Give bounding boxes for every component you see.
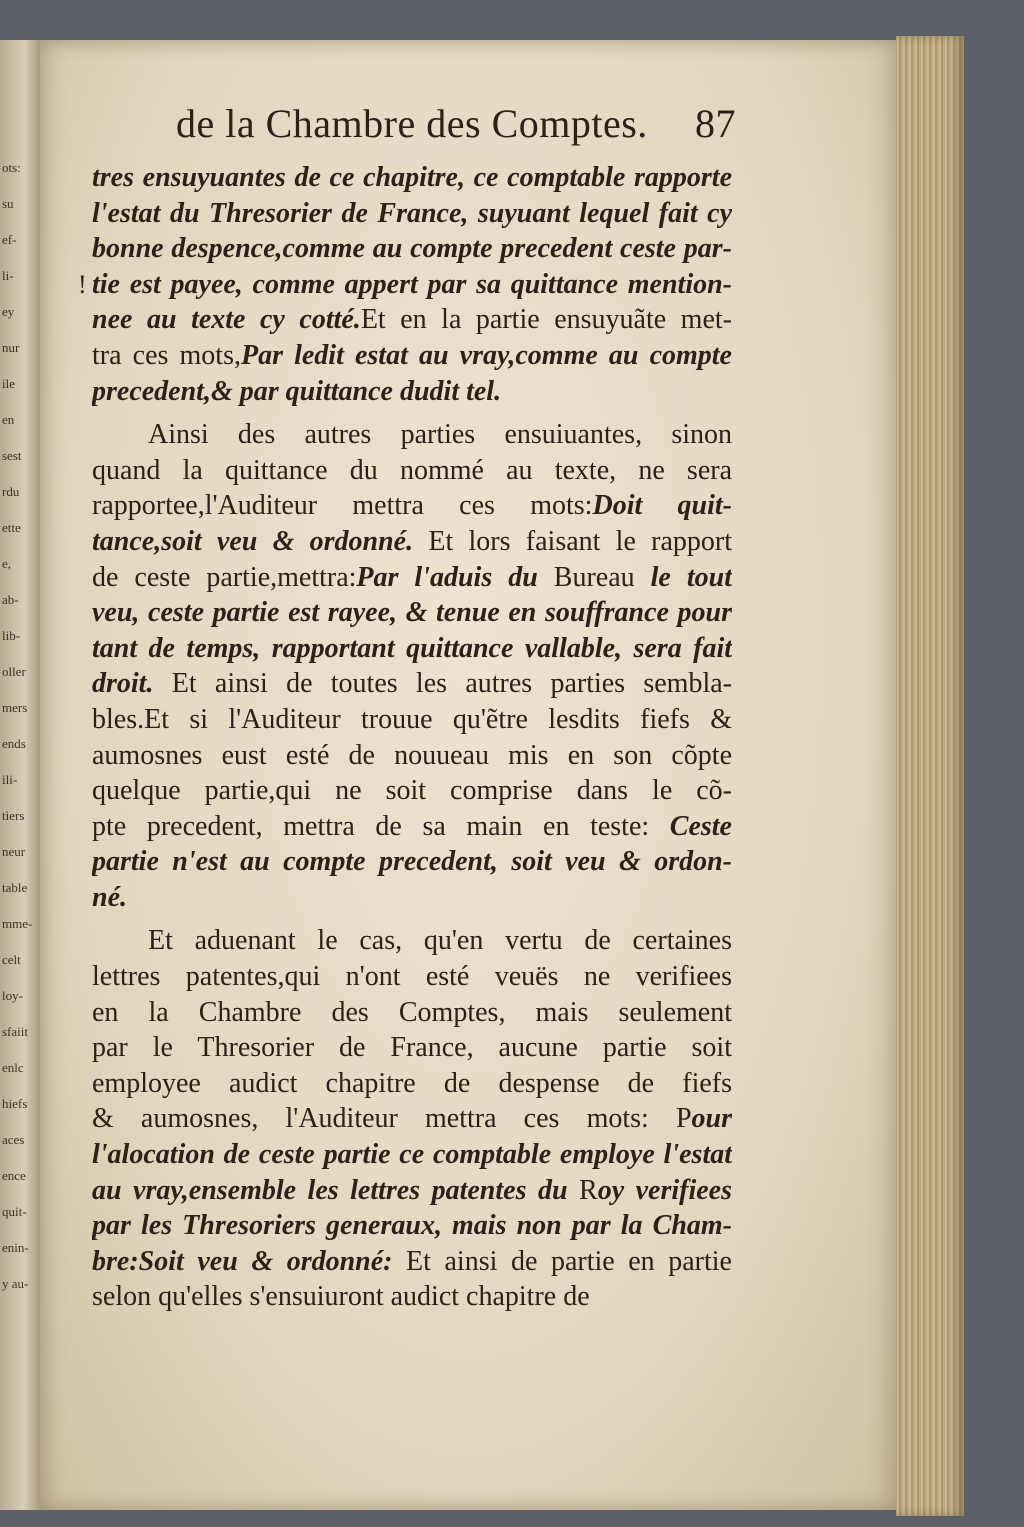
text-line <box>92 267 732 303</box>
text-line <box>92 488 732 524</box>
roman-segment: Et lors faisant le rapport <box>413 525 732 557</box>
roman-segment: Et en la partie ensuyuãte met- <box>360 304 732 336</box>
text-line <box>92 560 732 596</box>
text-line <box>92 1279 732 1315</box>
text-line <box>92 524 732 560</box>
roman-segment: bles.Et si l'Auditeur trouue qu'ẽtre lesdits fiefs & <box>92 703 732 735</box>
text-line <box>92 1101 732 1137</box>
left-margin-fragment: rdu <box>2 484 20 499</box>
italic-segment: l'alocation de ceste partie ce comptable employe l'estat <box>92 1139 732 1171</box>
left-margin-fragment: ili- <box>2 772 18 787</box>
italic-segment: bre:Soit veu & ordonné: <box>92 1245 393 1277</box>
text-line <box>92 453 732 489</box>
roman-segment: Et ainsi de partie en partie <box>392 1245 732 1277</box>
italic-segment: bonne despence,comme au compte precedent ceste par- <box>92 233 732 265</box>
left-margin-fragment: lib- <box>2 628 21 643</box>
italic-segment: tant de temps, rapportant quittance vallable, sera fait <box>92 632 732 664</box>
left-margin-fragment: hiefs <box>2 1096 28 1111</box>
roman-segment: par le Thresorier de France, aucune partie soit <box>92 1032 732 1064</box>
roman-segment: lettres patentes,qui n'ont esté veuës ne verifiees <box>92 961 732 993</box>
text-line <box>92 1208 732 1244</box>
text-line <box>92 595 732 631</box>
roman-segment: rapportee,l'Auditeur mettra ces mots: <box>92 490 593 522</box>
left-margin-fragment: e, <box>2 556 12 571</box>
roman-segment: en la Chambre des Comptes, mais seulement <box>92 996 732 1028</box>
roman-segment: Ainsi des autres parties ensuiuantes, sinon <box>148 419 732 451</box>
italic-segment: Doit quit- <box>592 490 732 522</box>
italic-segment: Par ledit estat au vray,comme au compte <box>240 339 732 371</box>
text-line <box>92 160 732 196</box>
left-margin-fragment: table <box>2 880 28 895</box>
italic-segment: le tout <box>650 561 732 593</box>
left-margin-fragment: ette <box>2 520 21 535</box>
italic-segment: tres ensuyuantes de ce chapitre, ce comptable rapporte <box>92 162 732 193</box>
left-page-edge <box>0 40 40 1510</box>
text-line <box>92 631 732 667</box>
roman-segment: de ceste partie,mettra: <box>92 561 357 593</box>
italic-segment: l'estat du Thresorier de France, suyuant lequel fait cy <box>92 197 732 229</box>
text-line <box>92 1137 732 1173</box>
left-margin-fragment: ends <box>2 736 26 751</box>
left-margin-fragment: loy- <box>2 988 23 1003</box>
roman-segment: Et aduenant le cas, qu'en vertu de certaines <box>148 925 732 957</box>
running-header <box>176 100 736 160</box>
text-line <box>92 196 732 232</box>
text-line <box>92 702 732 738</box>
italic-segment: par les Thresoriers generaux, mais non par la Cham- <box>92 1210 732 1242</box>
left-margin-fragment: quit- <box>2 1204 27 1219</box>
italic-segment: au vray,ensemble les lettres patentes du <box>92 1174 580 1206</box>
roman-segment: quand la quittance du nommé au texte, ne sera <box>92 454 732 486</box>
left-margin-fragment: aces <box>2 1132 25 1147</box>
header-title: de la Chambre des Comptes. <box>176 101 648 146</box>
text-line <box>92 302 732 338</box>
italic-segment: nee au texte cy cotté. <box>92 304 361 336</box>
left-margin-fragment: nur <box>2 340 20 355</box>
text-line <box>92 923 732 959</box>
italic-segment: partie n'est au compte precedent, soit veu & ordon- <box>92 846 732 878</box>
roman-segment: Et ainsi de toutes les autres parties sembla- <box>153 668 732 700</box>
text-line <box>92 773 732 809</box>
roman-segment: quelque partie,qui ne soit comprise dans le cõ- <box>92 775 732 807</box>
roman-segment: selon qu'elles s'ensuiuront audict chapitre de <box>92 1281 590 1313</box>
roman-segment: pte precedent, mettra de sa main en teste: <box>92 810 670 842</box>
left-margin-fragment: ef- <box>2 232 17 247</box>
text-line <box>92 809 732 845</box>
roman-segment: tra ces mots, <box>92 339 241 371</box>
text-line <box>92 1030 732 1066</box>
left-margin-fragment: ots: <box>2 160 21 175</box>
left-margin-fragment: y au- <box>2 1276 29 1291</box>
left-margin-fragment: ile <box>2 376 15 391</box>
text-line <box>92 417 732 453</box>
roman-segment: R <box>579 1174 598 1206</box>
text-line <box>92 1066 732 1102</box>
left-margin-fragment: celt <box>2 952 21 967</box>
left-margin-fragment: mme- <box>2 916 33 931</box>
roman-segment: & aumosnes, l'Auditeur mettra ces mots: P <box>92 1103 692 1135</box>
italic-segment: oy verifiees <box>597 1174 732 1206</box>
italic-segment: Par l'aduis du <box>356 561 538 593</box>
italic-segment: tance,soit veu & ordonné. <box>92 525 414 557</box>
left-margin-fragment: ab- <box>2 592 19 607</box>
left-margin-fragment: sest <box>2 448 22 463</box>
text-line <box>92 1244 732 1280</box>
roman-segment: aumosnes eust esté de nouueau mis en son cõpte <box>92 739 732 771</box>
text-line <box>92 880 732 916</box>
left-margin-fragment: ence <box>2 1168 26 1183</box>
left-margin-fragment: su <box>2 196 14 211</box>
left-margin-fragment: enin- <box>2 1240 29 1255</box>
roman-segment: employee audict chapitre de despense de fiefs <box>92 1067 732 1099</box>
italic-segment: droit. <box>92 668 154 700</box>
text-line <box>92 666 732 702</box>
page-block-edge <box>896 36 964 1516</box>
text-line <box>92 959 732 995</box>
body-text <box>92 160 732 1315</box>
text-line <box>92 738 732 774</box>
left-margin-fragment: ey <box>2 304 15 319</box>
text-line <box>92 374 732 410</box>
text-line <box>92 844 732 880</box>
left-margin-fragment: mers <box>2 700 28 715</box>
text-line <box>92 1173 732 1209</box>
italic-segment: né. <box>92 881 127 913</box>
left-margin-fragment: en <box>2 412 15 427</box>
text-line <box>92 231 732 267</box>
italic-segment: veu, ceste partie est rayee, & tenue en souffrance pour <box>92 597 732 629</box>
left-margin-fragment: oller <box>2 664 26 679</box>
left-margin-fragment: tiers <box>2 808 25 823</box>
margin-mark: ! <box>78 270 87 299</box>
italic-segment: Ceste <box>669 810 732 842</box>
page-number: 87 <box>695 101 736 146</box>
left-margin-fragment: neur <box>2 844 26 859</box>
italic-segment: precedent,& par quittance dudit tel. <box>92 375 502 407</box>
italic-segment: tie est payee, comme appert par sa quittance mention- <box>92 268 732 300</box>
left-margin-fragment: sfaiit <box>2 1024 28 1039</box>
text-line <box>92 995 732 1031</box>
text-line <box>92 338 732 374</box>
left-margin-fragment: enlc <box>2 1060 24 1075</box>
left-margin-fragment: li- <box>2 268 14 283</box>
roman-segment: Bureau <box>537 561 651 593</box>
italic-segment: our <box>691 1103 732 1135</box>
